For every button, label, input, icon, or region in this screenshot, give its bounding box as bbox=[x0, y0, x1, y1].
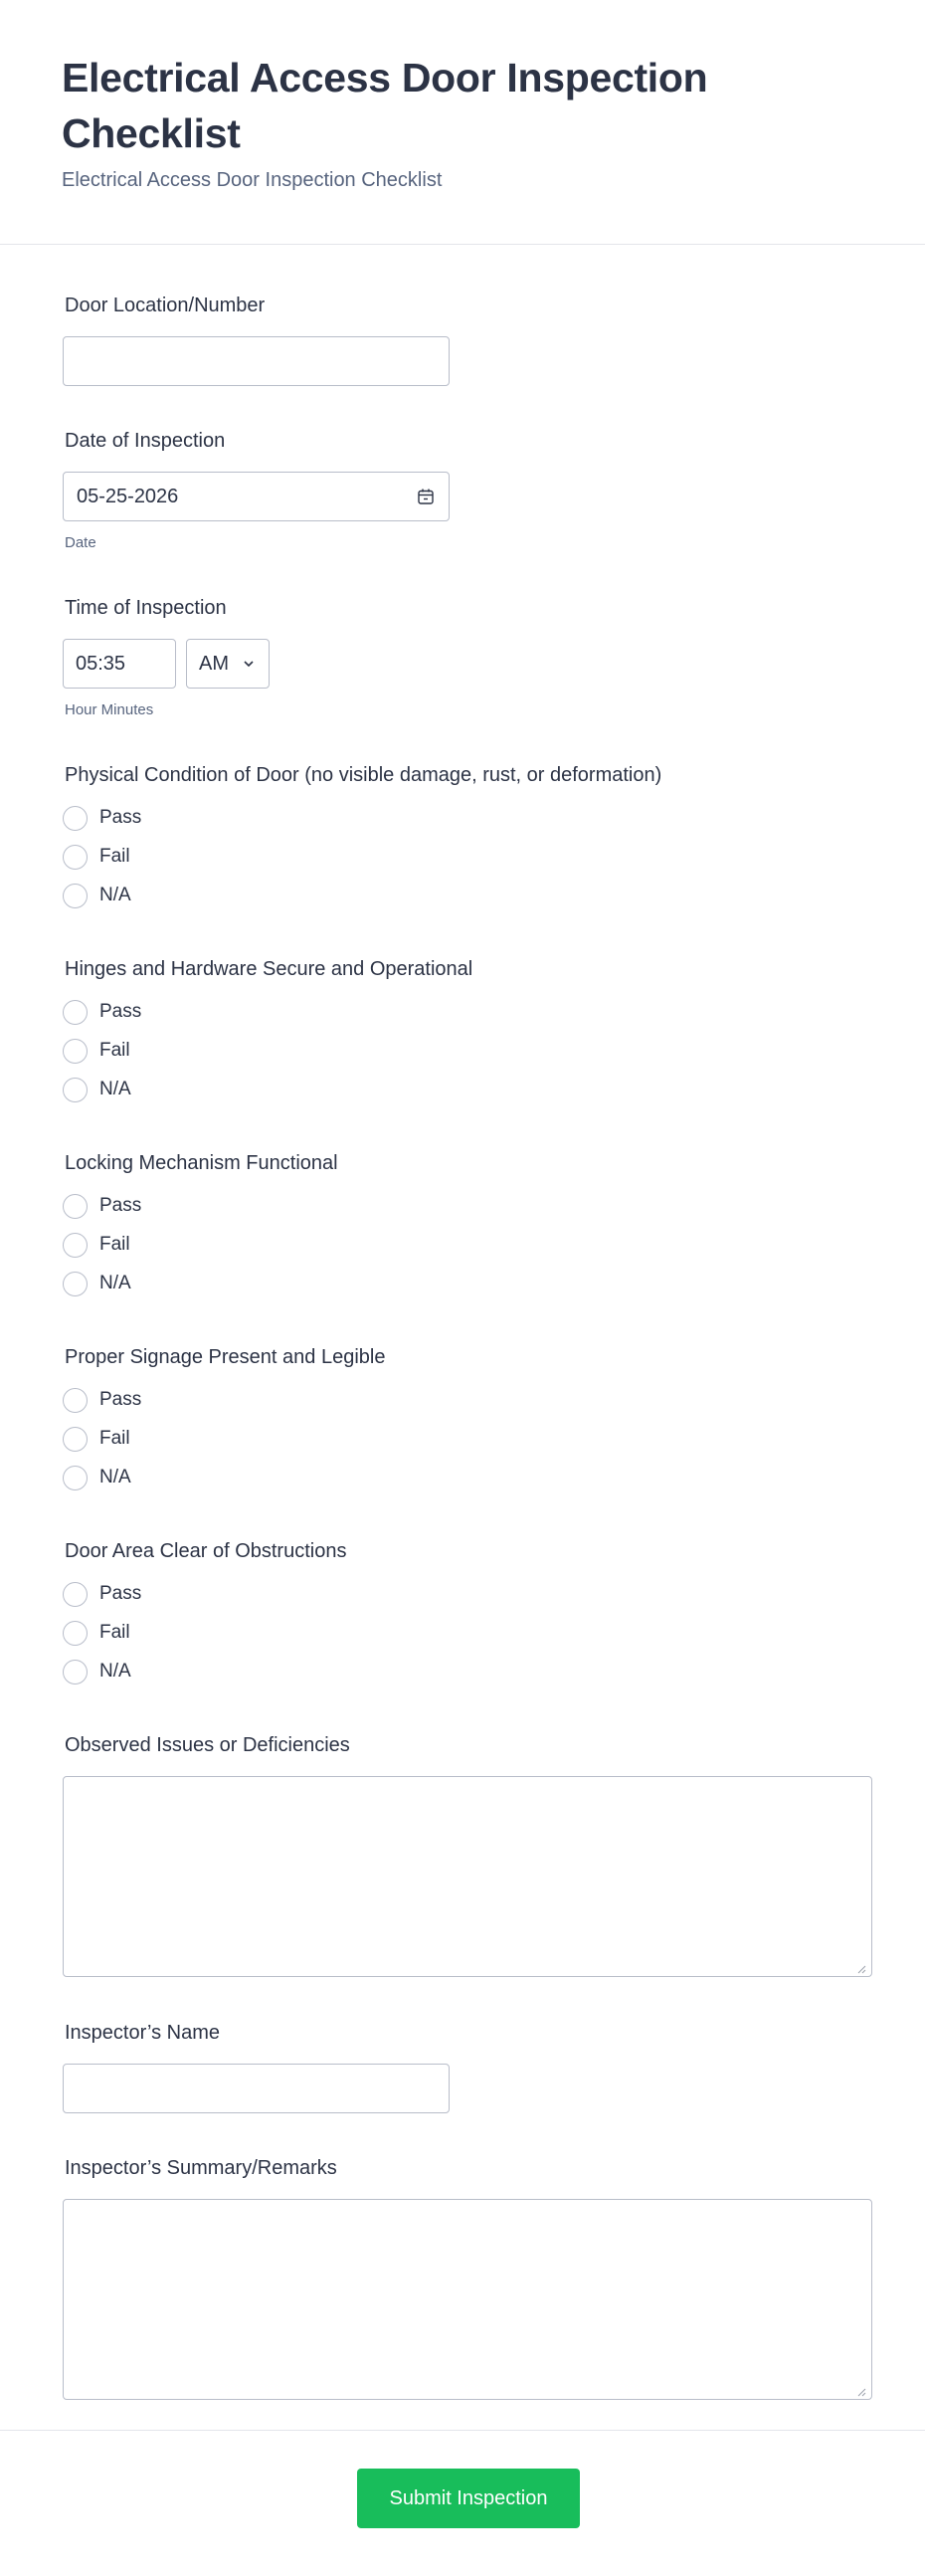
radio-label: N/A bbox=[99, 1661, 131, 1682]
radio-button[interactable] bbox=[63, 1466, 88, 1490]
chevron-down-icon bbox=[241, 656, 257, 672]
hinges-na[interactable] bbox=[63, 1076, 131, 1103]
inspector-name-label: Inspector’s Name bbox=[65, 2022, 220, 2044]
physical-condition-pass[interactable] bbox=[63, 804, 141, 832]
radio-button[interactable] bbox=[63, 1194, 88, 1219]
door-location-label: Door Location/Number bbox=[65, 295, 266, 316]
issues-label: Observed Issues or Deficiencies bbox=[65, 1734, 350, 1756]
time-sublabel: Hour Minutes bbox=[65, 701, 154, 718]
radio-label: Fail bbox=[99, 1234, 130, 1255]
radio-button[interactable] bbox=[63, 1621, 88, 1646]
radio-label: Fail bbox=[99, 1622, 130, 1643]
radio-button[interactable] bbox=[63, 845, 88, 870]
clear-area-pass[interactable] bbox=[63, 1580, 141, 1608]
radio-label: Pass bbox=[99, 1583, 142, 1604]
locking-na[interactable] bbox=[63, 1270, 131, 1297]
calendar-icon[interactable] bbox=[416, 487, 436, 506]
clear-area-na[interactable] bbox=[63, 1658, 131, 1685]
radio-label: Fail bbox=[99, 846, 130, 867]
radio-button[interactable] bbox=[63, 806, 88, 831]
hinges-pass[interactable] bbox=[63, 998, 141, 1026]
summary-textarea[interactable] bbox=[63, 2199, 872, 2400]
physical-condition-label: Physical Condition of Door (no visible damage, rust, or deformation) bbox=[65, 764, 662, 786]
signage-na[interactable] bbox=[63, 1464, 131, 1491]
radio-label: Pass bbox=[99, 1389, 142, 1410]
radio-button[interactable] bbox=[63, 1078, 88, 1102]
radio-label: N/A bbox=[99, 1467, 131, 1487]
form-subtitle: Electrical Access Door Inspection Checklist bbox=[62, 169, 443, 191]
radio-label: N/A bbox=[99, 1273, 131, 1293]
locking-label: Locking Mechanism Functional bbox=[65, 1152, 338, 1174]
physical-condition-fail[interactable] bbox=[63, 843, 130, 871]
physical-condition-na[interactable] bbox=[63, 882, 131, 909]
radio-label: Pass bbox=[99, 1195, 142, 1216]
hinges-fail[interactable] bbox=[63, 1037, 130, 1065]
radio-label: N/A bbox=[99, 1079, 131, 1099]
ampm-select[interactable] bbox=[186, 639, 270, 689]
signage-fail[interactable] bbox=[63, 1425, 130, 1453]
time-hour-minute-input[interactable]: 05:35 bbox=[63, 639, 176, 689]
resize-handle-icon[interactable] bbox=[856, 1964, 866, 1974]
radio-button[interactable] bbox=[63, 884, 88, 908]
radio-button[interactable] bbox=[63, 1660, 88, 1684]
time-label: Time of Inspection bbox=[65, 597, 227, 619]
form-title: Electrical Access Door Inspection Checklist bbox=[62, 55, 708, 156]
locking-fail[interactable] bbox=[63, 1231, 130, 1259]
radio-button[interactable] bbox=[63, 1272, 88, 1296]
date-input[interactable] bbox=[63, 472, 450, 521]
clear-area-fail[interactable] bbox=[63, 1619, 130, 1647]
date-label: Date of Inspection bbox=[65, 430, 226, 452]
signage-label: Proper Signage Present and Legible bbox=[65, 1346, 386, 1368]
radio-button[interactable] bbox=[63, 1582, 88, 1607]
radio-button[interactable] bbox=[63, 1039, 88, 1064]
radio-button[interactable] bbox=[63, 1000, 88, 1025]
radio-label: N/A bbox=[99, 885, 131, 905]
submit-button[interactable]: Submit Inspection bbox=[357, 2469, 580, 2528]
form-footer bbox=[0, 2430, 925, 2575]
door-location-input[interactable] bbox=[63, 336, 450, 386]
locking-pass[interactable] bbox=[63, 1192, 141, 1220]
radio-button[interactable] bbox=[63, 1233, 88, 1258]
issues-textarea[interactable] bbox=[63, 1776, 872, 1977]
radio-label: Fail bbox=[99, 1040, 130, 1061]
clear-area-label: Door Area Clear of Obstructions bbox=[65, 1540, 347, 1562]
radio-button[interactable] bbox=[63, 1427, 88, 1452]
resize-handle-icon[interactable] bbox=[856, 2387, 866, 2397]
hinges-label: Hinges and Hardware Secure and Operational bbox=[65, 958, 473, 980]
date-value: 05-25-2026 bbox=[77, 485, 179, 507]
ampm-value: AM bbox=[199, 652, 229, 675]
inspection-form bbox=[0, 245, 925, 2430]
date-sublabel: Date bbox=[65, 534, 96, 551]
radio-label: Pass bbox=[99, 807, 142, 828]
summary-label: Inspector’s Summary/Remarks bbox=[65, 2157, 337, 2179]
inspector-name-input[interactable] bbox=[63, 2064, 450, 2113]
radio-button[interactable] bbox=[63, 1388, 88, 1413]
radio-label: Pass bbox=[99, 1001, 142, 1022]
radio-label: Fail bbox=[99, 1428, 130, 1449]
form-header bbox=[0, 0, 925, 245]
signage-pass[interactable] bbox=[63, 1386, 141, 1414]
